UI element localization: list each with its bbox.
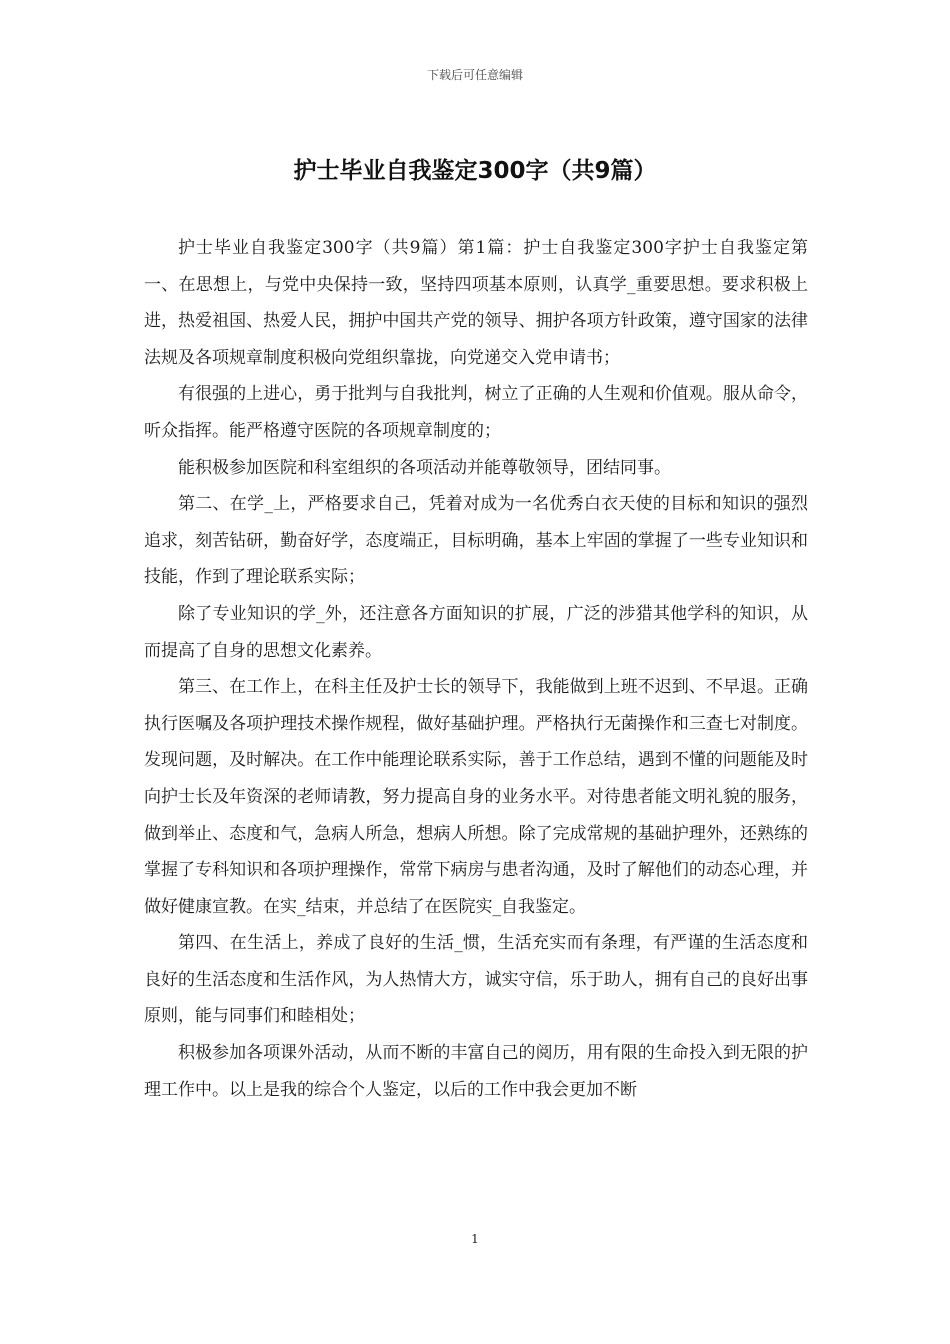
page-number: 1 [471,1232,479,1246]
paragraph-4: 第二、在学_上，严格要求自己，凭着对成为一名优秀白衣天使的目标和知识的强烈追求，刻苦钻研，勤奋好学，态度端正，目标明确，基本上牢固的掌握了一些专业知识和技能，作到了理论联系实际； [144,494,808,588]
paragraph-5: 除了专业知识的学_外，还注意各方面知识的扩展，广泛的涉猎其他学科的知识，从而提高了自身的思想文化素养。 [144,603,808,661]
document-body [144,230,808,1108]
paragraph-2: 有很强的上进心，勇于批判与自我批判，树立了正确的人生观和价值观。服从命令，听众指挥。能严格遵守医院的各项规章制度的； [144,384,808,441]
paragraph-6: 第三、在工作上，在科主任及护士长的领导下，我能做到上班不迟到、不早退。正确执行医嘱及各项护理技术操作规程，做好基础护理。严格执行无菌操作和三查七对制度。发现问题，及时解决。在工作中能理论联系实际，善于工作总结，遇到不懂的问题能及时向护士长及年资深的老师请教，努力提高自身的业务水平。对待患者能文明礼貌的服务，做到举止、态度和气，急病人所急，想病人所想。除了完成常规的基础护理外，还熟练的掌握了专科知识和各项护理操作，常常下病房与患者沟通，及时了解他们的动态心理，并做好健康宣教。在实_结束，并总结了在医院实_自我鉴定。 [144,677,808,917]
page-header-note: 下载后可任意编辑 [426,68,523,82]
paragraph-3: 能积极参加医院和科室组织的各项活动并能尊敬领导，团结同事。 [178,457,671,478]
document-title: 护士毕业自我鉴定300字（共9篇） [293,158,657,184]
paragraph-8: 积极参加各项课外活动，从而不断的丰富自己的阅历，用有限的生命投入到无限的护理工作中。以上是我的综合个人鉴定，以后的工作中我会更加不断 [144,1043,808,1100]
paragraph-1: 护士毕业自我鉴定300字（共9篇）第1篇：护士自我鉴定300字护士自我鉴定第一、在思想上，与党中央保持一致，坚持四项基本原则，认真学_重要思想。要求积极上进，热爱祖国、热爱人民，拥护中国共产党的领导、拥护各项方针政策，遵守国家的法律法规及各项规章制度积极向党组织靠拢，向党递交入党申请书； [144,238,808,368]
paragraph-7: 第四、在生活上，养成了良好的生活_惯，生活充实而有条理，有严谨的生活态度和良好的生活态度和生活作风，为人热情大方，诚实守信，乐于助人，拥有自己的良好出事原则，能与同事们和睦相处； [144,933,808,1027]
